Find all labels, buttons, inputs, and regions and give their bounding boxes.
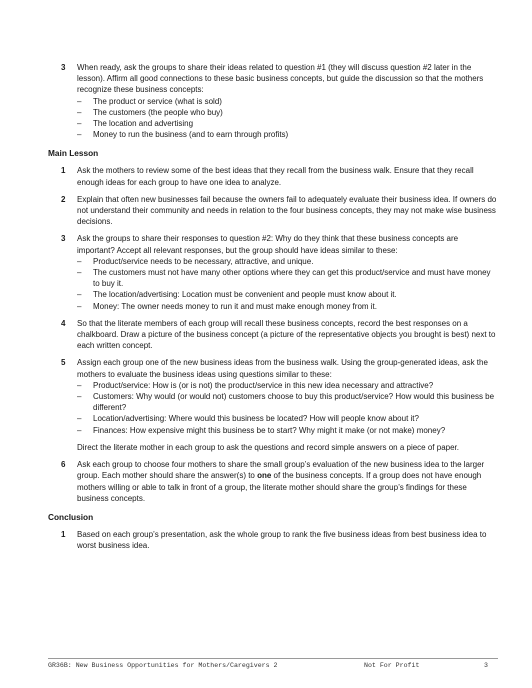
- item-number: 3: [61, 234, 66, 244]
- main-lesson-heading: Main Lesson: [48, 148, 99, 159]
- item-text: When ready, ask the groups to share their ideas related to question #1 (they will discuss question #2 later in the lesson). Affirm all good connections to these basic business concepts, but guide the discussion so that the mothers recognize these business concepts:: [77, 63, 484, 95]
- footer-notice: Not For Profit: [364, 662, 420, 669]
- list-item: – The location and advertising: [77, 119, 194, 129]
- dash-bullet: –: [77, 392, 82, 402]
- main-item-1: [48, 165, 498, 187]
- page-content: [48, 62, 498, 557]
- list-item: – The location/advertising: Location must be convenient and people must know about it.: [77, 290, 397, 300]
- dash-bullet: –: [77, 130, 82, 140]
- item-text: Ask each group to choose four mothers to share the small group’s evaluation of the new business idea to the larger group. Each mother should share the answer(s) to one of the business concepts. If a group does not have enough mothers willing or able to talk in front of a group, the literate mother should share the group’s findings for these business concepts.: [77, 460, 485, 503]
- dash-bullet: –: [77, 425, 82, 435]
- item-text: Explain that often new businesses fail because the owners fail to adequately evaluate their business idea. If owners do not understand their community and needs in relation to the four business concepts, they may not make wise business decisions.: [77, 194, 497, 227]
- intro-item-3: [48, 62, 498, 140]
- item-number: 3: [61, 63, 66, 72]
- conclusion-heading: Conclusion: [48, 511, 94, 522]
- item-number: 1: [61, 529, 66, 539]
- item-number: 6: [61, 460, 66, 470]
- item-text: Ask the groups to share their responses to question #2: Why do they think that these business concepts are important? Accept all relevant responses, but the group should have ideas similar to these:: [77, 234, 459, 255]
- dash-bullet: –: [77, 256, 82, 266]
- item-number: 5: [61, 358, 66, 368]
- dash-bullet: –: [77, 380, 82, 390]
- main-item-5: [48, 357, 498, 453]
- dash-bullet: –: [77, 96, 82, 106]
- list-item: – The product or service (what is sold): [77, 96, 222, 106]
- dash-bullet: –: [77, 268, 82, 278]
- list-item: – Money to run the business (and to earn through profits): [77, 130, 289, 140]
- list-item: – Finances: How expensive might this business be to start? Why might it make (or not make) money?: [77, 425, 446, 435]
- conclusion-item-1: [48, 529, 498, 551]
- page-footer: [48, 658, 498, 669]
- main-item-6: [48, 459, 498, 504]
- item-followup-text: Direct the literate mother in each group to ask the questions and record simple answers on a piece of paper.: [77, 442, 459, 452]
- evaluation-question-list: [77, 380, 498, 436]
- item-text: So that the literate members of each group will recall these business concepts, record the best responses on a chalkboard. Draw a picture of the business concept (a picture of the representative objects you brought is best) next to each written concept.: [77, 318, 496, 351]
- concept-list: [77, 96, 498, 141]
- list-item: – Money: The owner needs money to run it and must make enough money from it.: [77, 301, 377, 311]
- list-item: – Customers: Why would (or would not) customers choose to buy this product/service? How would this business be different?: [77, 392, 495, 413]
- main-item-4: [48, 318, 498, 352]
- list-item: – The customers (the people who buy): [77, 107, 223, 117]
- dash-bullet: –: [77, 119, 82, 129]
- dash-bullet: –: [77, 414, 82, 424]
- item-text: Assign each group one of the new business ideas from the business walk. Using the group-generated ideas, ask the mothers to evaluate the business ideas using questions similar to these:: [77, 358, 488, 379]
- item-number: 1: [61, 166, 66, 176]
- importance-list: [77, 256, 498, 312]
- dash-bullet: –: [77, 301, 82, 311]
- item-number: 2: [61, 194, 66, 204]
- emphasis-word: one: [257, 471, 272, 481]
- list-item: – Product/service: How is (or is not) the product/service in this new idea necessary and attractive?: [77, 380, 434, 390]
- item-number: 4: [61, 318, 66, 328]
- list-item: – Product/service needs to be necessary, attractive, and unique.: [77, 256, 314, 266]
- dash-bullet: –: [77, 107, 82, 117]
- item-text: Based on each group’s presentation, ask the whole group to rank the five business ideas from best business idea to worst business idea.: [77, 529, 487, 551]
- main-item-3: [48, 233, 498, 311]
- list-item: – The customers must not have many other options where they can get this product/service and must have money to buy it.: [77, 268, 491, 289]
- item-text: Ask the mothers to review some of the best ideas that they recall from the business walk. Ensure that they recall enough ideas for each group to have one idea to analyze.: [77, 166, 474, 187]
- list-item: – Location/advertising: Where would this business be located? How will people know about it?: [77, 414, 419, 424]
- main-item-2: [48, 194, 498, 228]
- page-number: 3: [484, 662, 488, 669]
- footer-document-title: GR36B: New Business Opportunities for Mothers/Caregivers 2: [48, 662, 278, 669]
- dash-bullet: –: [77, 290, 82, 300]
